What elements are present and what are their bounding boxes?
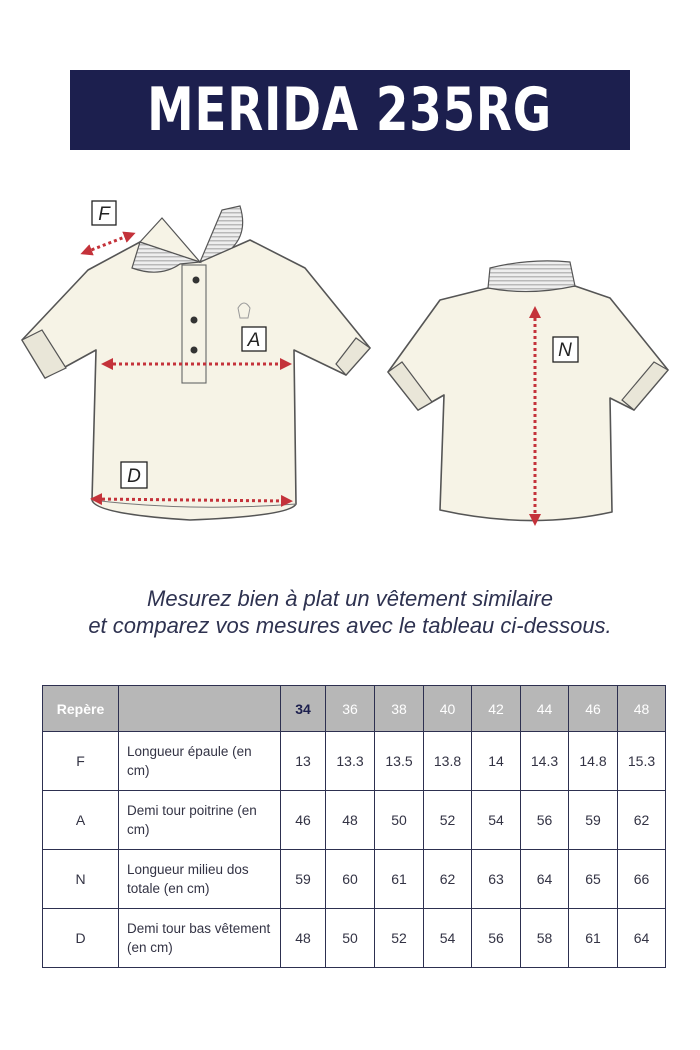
table-row — [43, 791, 666, 850]
header-size: 46 — [569, 686, 618, 732]
cell-value: 54 — [472, 791, 521, 850]
cell-value: 60 — [326, 850, 375, 909]
measurement-instructions — [0, 585, 700, 639]
header-size: 34 — [281, 686, 326, 732]
cell-value: 58 — [521, 909, 569, 968]
row-desc: Demi tour poitrine (en cm) — [119, 791, 281, 850]
cell-value: 61 — [375, 850, 424, 909]
cell-value: 13.3 — [326, 732, 375, 791]
svg-text:A: A — [247, 330, 261, 351]
cell-value: 50 — [326, 909, 375, 968]
table-header-row — [43, 686, 666, 732]
header-size: 40 — [424, 686, 472, 732]
cell-value: 59 — [281, 850, 326, 909]
size-table — [42, 685, 666, 968]
cell-value: 50 — [375, 791, 424, 850]
row-desc: Longueur milieu dos totale (en cm) — [119, 850, 281, 909]
cell-value: 48 — [281, 909, 326, 968]
row-ref: N — [43, 850, 119, 909]
cell-value: 64 — [618, 909, 666, 968]
cell-value: 46 — [281, 791, 326, 850]
row-ref: A — [43, 791, 119, 850]
instructions-line-1: Mesurez bien à plat un vêtement similaire — [147, 586, 553, 611]
cell-value: 65 — [569, 850, 618, 909]
table-row — [43, 909, 666, 968]
cell-value: 62 — [618, 791, 666, 850]
cell-value: 14 — [472, 732, 521, 791]
product-title: MERIDA 235RG — [147, 75, 553, 145]
svg-text:F: F — [98, 204, 110, 225]
header-size: 36 — [326, 686, 375, 732]
back-shirt — [388, 261, 668, 521]
cell-value: 66 — [618, 850, 666, 909]
cell-value: 13.8 — [424, 732, 472, 791]
garment-illustration — [0, 190, 700, 540]
marker-D — [121, 462, 147, 488]
arrow-F — [86, 235, 130, 252]
row-ref: D — [43, 909, 119, 968]
header-size: 48 — [618, 686, 666, 732]
cell-value: 13 — [281, 732, 326, 791]
cell-value: 62 — [424, 850, 472, 909]
header-desc — [119, 686, 281, 732]
cell-value: 48 — [326, 791, 375, 850]
cell-value: 14.3 — [521, 732, 569, 791]
table-row — [43, 850, 666, 909]
cell-value: 56 — [472, 909, 521, 968]
cell-value: 14.8 — [569, 732, 618, 791]
marker-F — [92, 201, 116, 225]
cell-value: 52 — [375, 909, 424, 968]
row-desc: Demi tour bas vêtement (en cm) — [119, 909, 281, 968]
cell-value: 15.3 — [618, 732, 666, 791]
header-size: 38 — [375, 686, 424, 732]
header-ref: Repère — [43, 686, 119, 732]
header-size: 42 — [472, 686, 521, 732]
cell-value: 64 — [521, 850, 569, 909]
cell-value: 61 — [569, 909, 618, 968]
svg-text:D: D — [127, 466, 141, 487]
cell-value: 13.5 — [375, 732, 424, 791]
cell-value: 63 — [472, 850, 521, 909]
row-desc: Longueur épaule (en cm) — [119, 732, 281, 791]
title-banner — [70, 70, 630, 150]
cell-value: 59 — [569, 791, 618, 850]
row-ref: F — [43, 732, 119, 791]
marker-N — [553, 337, 578, 362]
svg-text:N: N — [558, 340, 572, 361]
cell-value: 52 — [424, 791, 472, 850]
cell-value: 56 — [521, 791, 569, 850]
instructions-line-2: et comparez vos mesures avec le tableau ci-dessous. — [88, 613, 612, 638]
header-size: 44 — [521, 686, 569, 732]
marker-A — [242, 327, 266, 351]
table-row — [43, 732, 666, 791]
cell-value: 54 — [424, 909, 472, 968]
front-shirt — [22, 206, 370, 520]
